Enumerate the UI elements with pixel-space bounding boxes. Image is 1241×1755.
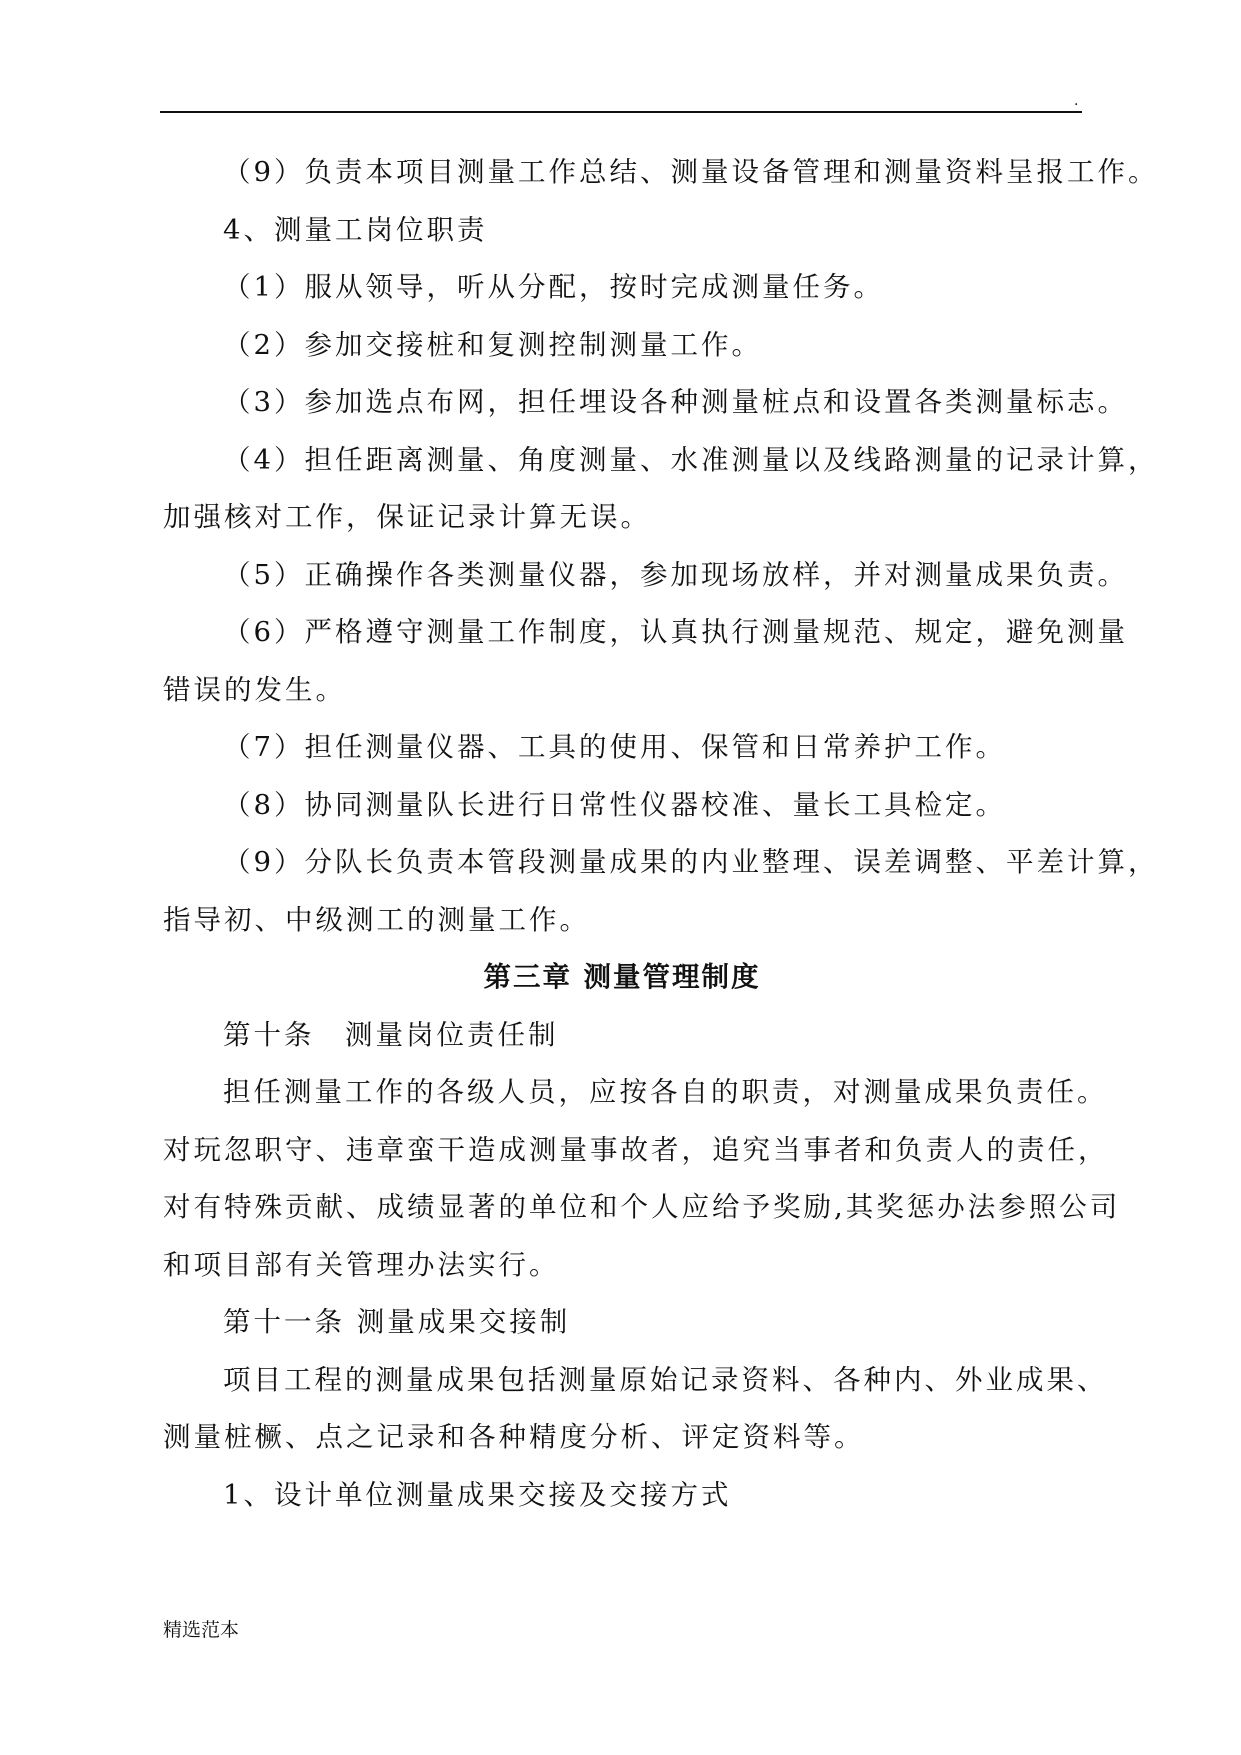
header-rule [160, 111, 1082, 113]
paragraph-line: 测量桩橛、点之记录和各种精度分析、评定资料等。 [163, 1421, 865, 1453]
article-heading: 第十一条 测量成果交接制 [223, 1306, 571, 1338]
footer-label: 精选范本 [163, 1619, 240, 1641]
body-text [163, 144, 1159, 1524]
paragraph-line: 项目工程的测量成果包括测量原始记录资料、各种内、外业成果、 [223, 1363, 1108, 1396]
paragraph-line: （9）负责本项目测量工作总结、测量设备管理和测量资料呈报工作。 [223, 156, 1159, 188]
paragraph-line: 加强核对工作，保证记录计算无误。 [163, 501, 651, 533]
paragraph-line: （9）分队长负责本管段测量成果的内业整理、误差调整、平差计算， [223, 846, 1159, 878]
section-heading: 1、设计单位测量成果交接及交接方式 [223, 1478, 732, 1511]
paragraph-line: 和项目部有关管理办法实行。 [163, 1248, 560, 1281]
paragraph-line: （8）协同测量队长进行日常性仪器校准、量长工具检定。 [223, 788, 1006, 821]
paragraph-line: 指导初、中级测工的测量工作。 [163, 903, 590, 936]
paragraph-line: （7）担任测量仪器、工具的使用、保管和日常养护工作。 [223, 731, 1006, 763]
paragraph-line: （4）担任距离测量、角度测量、水准测量以及线路测量的记录计算， [223, 443, 1159, 476]
paragraph-line: （2）参加交接桩和复测控制测量工作。 [223, 328, 762, 361]
paragraph-line: 对玩忽职守、违章蛮干造成测量事故者，追究当事者和负责人的责任， [163, 1133, 1109, 1166]
article-heading: 第十条 测量岗位责任制 [223, 1018, 559, 1051]
paragraph-line: （6）严格遵守测量工作制度，认真执行测量规范、规定，避免测量 [223, 616, 1128, 648]
section-heading: 4、测量工岗位职责 [223, 213, 488, 246]
paragraph-line: 担任测量工作的各级人员，应按各自的职责，对测量成果负责任。 [223, 1076, 1108, 1108]
paragraph-line: （5）正确操作各类测量仪器，参加现场放样，并对测量成果负责。 [223, 558, 1128, 591]
paragraph-line: （1）服从领导，听从分配，按时完成测量任务。 [223, 271, 884, 303]
header-dot: . [1074, 93, 1079, 109]
paragraph-line: 对有特殊贡献、成绩显著的单位和个人应给予奖励,其奖惩办法参照公司 [163, 1191, 1121, 1223]
paragraph-line: 错误的发生。 [163, 673, 346, 706]
chapter-title: 第三章 测量管理制度 [483, 961, 761, 993]
paragraph-line: （3）参加选点布网，担任埋设各种测量桩点和设置各类测量标志。 [223, 386, 1128, 418]
